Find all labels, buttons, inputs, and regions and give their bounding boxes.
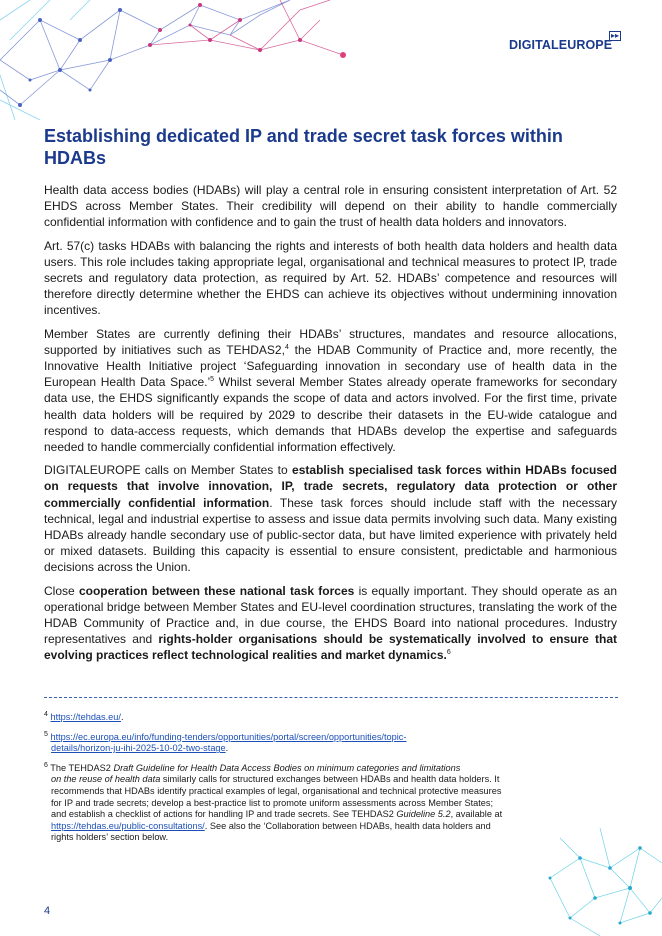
paragraph-4: DIGITALEUROPE calls on Member States to establish specialised task forces within HDABs focused on requests that involve innovation, IP, trade secrets, regulatory data protection or other commercially confidential information. These task forces should include staff with the necessary technical, legal and industrial expertise to assess and issue data permits involving such data. Many existing HDABs already handle secondary use of public-sector data, but have limited experience with privately held or mixed datasets. Building this capacity is essential to ensure consistent, predictable and harmonious decisions across the Union.: [44, 463, 617, 575]
paragraph-3: Member States are currently defining their HDABs’ structures, mandates and resource allocations, supported by initiatives such as TEHDAS2,$^4$ the HDAB Community of Practice and, more recently, the Innovative Health Initiative project ‘Safeguarding innovation in secondary use of health data in the European Health Data Space.’$^5$ Whilst several Member States already operate frameworks for secondary data use, the EHDS significantly expands the scope of data and actors involved. For the first time, private health data holders will be required by 2029 to describe their datasets in the EU-wide catalogue and respond to data-access requests, which demands that HDABs develop the expertise and safeguards needed to handle commercially confidential information effectively.: [44, 326, 618, 455]
footnote-ref-4: 4: [284, 343, 289, 351]
body-text: [44, 182, 617, 671]
paragraph-5: Close cooperation between these national task forces is equally important. They should operate as an operational bridge between Member States and EU-level coordination structures, translating the work of the HDAB Community of Practice and, in due course, the EHDS Board into national procedures. Industry representatives and rights-holder organisations should be systematically involved to ensure that evolving practices reflect technological realities and market dynamics.$^6$: [44, 583, 618, 663]
paragraph-1: Health data access bodies (HDABs) will play a central role in ensuring consistent interpretation of Art. 52 EHDS across Member States. Their credibility will depend on their ability to handle commercially confidential information with confidence and to gain the trust of health data holders and innovators.: [44, 183, 617, 230]
paragraph-2: Art. 57(c) tasks HDABs with balancing the rights and interests of both health data holders and health data users. This role includes taking appropriate legal, organisational and technical measures to protect IP, trade secrets and regulatory data protection, as required by Art. 52. HDABs’ competence and resources will therefore directly determine whether the EHDS can achieve its objectives without undermining innovation incentives.: [44, 238, 617, 318]
digitaleurope-logo: DIGITALEUROPE: [509, 38, 613, 52]
footnote-6: $^6$ The TEHDAS2 Draft Guideline for Health Data Access Bodies on minimum categories and limitations on the reuse of health data similarly calls for structured exchanges between HDABs and health data holders. It recommends that HDABs identify practical examples of legal, organisational and technical protective measures for IP and trade secrets; develop a best-practice list to promote uniform assessments across Member States; and establish a checklist of actions for handling IP and trade secrets. See TEHDAS2 Guideline 5.2, available at https://tehdas.eu/public-consultations/. See also the ‘Collaboration between HDABs, health data holders and rights holders’ section below.: [44, 761, 503, 843]
logo-arrow-icon: ▸▸: [611, 31, 620, 40]
network-decoration-bottom: [540, 818, 662, 936]
footnote-4: $^4$ https://tehdas.eu/.: [44, 710, 124, 722]
footnote-ref-6: 6: [446, 649, 451, 657]
footnote-ref-5: 5: [210, 376, 215, 384]
section-title: Establishing dedicated IP and trade secret task forces within HDABs: [44, 126, 563, 168]
footnote-divider: [44, 697, 618, 698]
page-number: 4: [44, 905, 51, 917]
footnotes: [44, 712, 504, 852]
footnote-4-link[interactable]: https://tehdas.eu/: [50, 712, 121, 722]
footnote-5: $^5$ https://ec.europa.eu/info/funding-tenders/opportunities/portal/screen/opportunities/topic- details/horizon-ju-ihi-2025-10-02-two-stage.: [44, 730, 407, 754]
network-decoration-top: [0, 0, 360, 120]
footnote-5-link[interactable]: https://ec.europa.eu/info/funding-tenders/opportunities/portal/screen/opportunities/topic- details/horizon-ju-ihi-2025-10-02-two-stage: [50, 731, 407, 754]
footnote-6-link[interactable]: https://tehdas.eu/public-consultations/: [51, 820, 205, 831]
